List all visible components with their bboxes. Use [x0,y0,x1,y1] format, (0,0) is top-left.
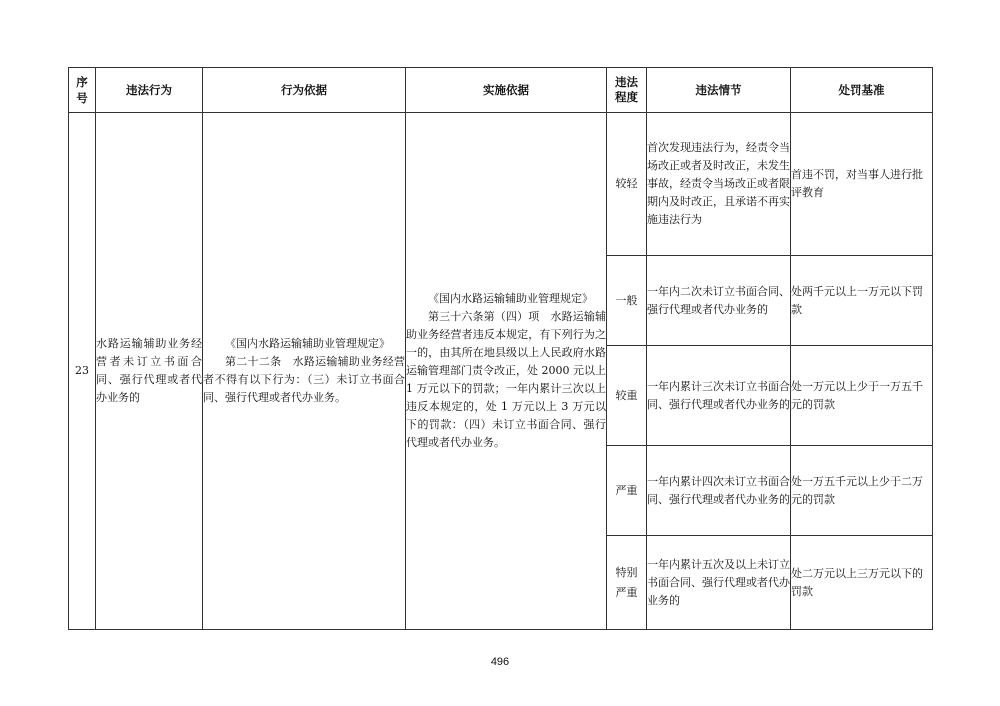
degree-cell: 一般 [607,256,647,346]
circumstance-cell: 首次发现违法行为，经责令当场改正或者及时改正，未发生事故，经责令当场改正或者限期内及时改正，且承诺不再实施违法行为 [647,113,791,256]
header-behavior: 违法行为 [96,68,203,113]
header-degree: 违法程度 [607,68,647,113]
penalty-standard-table [68,67,933,630]
basis-body: 第二十二条 水路运输辅助业务经营者不得有以下行为：（三）未订立书面合同、强行代理或者代办业务。 [203,355,405,404]
implement-body: 第三十六条第（四）项 水路运输辅助业务经营者违反本规定，有下列行为之一的，由其所在地县级以上人民政府水路运输管理部门责令改正，处 2000 元以上 1 万元以下的罚款；一年内累计三次以上违反本规定的，处 1 万元以上 3 万元以下的罚款：（四）未订立书面合同、强行代理或者代办业务。 [406,310,606,449]
page-number: 496 [490,656,510,668]
table-row [69,113,933,256]
circumstance-cell: 一年内累计三次未订立书面合同、强行代理或者代办业务的 [647,346,791,446]
penalty-cell: 处一万元以上少于一万五千元的罚款 [791,346,933,446]
circumstance-cell: 一年内累计四次未订立书面合同、强行代理或者代办业务的 [647,446,791,536]
basis-title: 《国内水路运输辅助业管理规定》 [225,337,390,350]
circumstance-cell: 一年内累计五次及以上未订立书面合同、强行代理或者代办业务的 [647,536,791,630]
penalty-cell: 处一万五千元以上少于二万元的罚款 [791,446,933,536]
degree-cell: 特别严重 [607,536,647,630]
degree-cell: 较重 [607,346,647,446]
circumstance-cell: 一年内二次未订立书面合同、强行代理或者代办业务的 [647,256,791,346]
penalty-cell: 处两千元以上一万元以下罚款 [791,256,933,346]
header-implement: 实施依据 [406,68,607,113]
row-basis [203,113,406,630]
header-basis: 行为依据 [203,68,406,113]
header-circumstance: 违法情节 [647,68,791,113]
row-behavior: 水路运输辅助业务经营者未订立书面合同、强行代理或者代办业务的 [96,113,203,630]
penalty-cell: 首违不罚，对当事人进行批评教育 [791,113,933,256]
row-implement [406,113,607,630]
degree-cell: 严重 [607,446,647,536]
row-seq: 23 [69,113,96,630]
penalty-cell: 处二万元以上三万元以下的罚款 [791,536,933,630]
degree-cell: 较轻 [607,113,647,256]
header-row [69,68,933,113]
header-penalty: 处罚基准 [791,68,933,113]
implement-title: 《国内水路运输辅助业管理规定》 [428,292,593,305]
header-seq: 序号 [69,68,96,113]
